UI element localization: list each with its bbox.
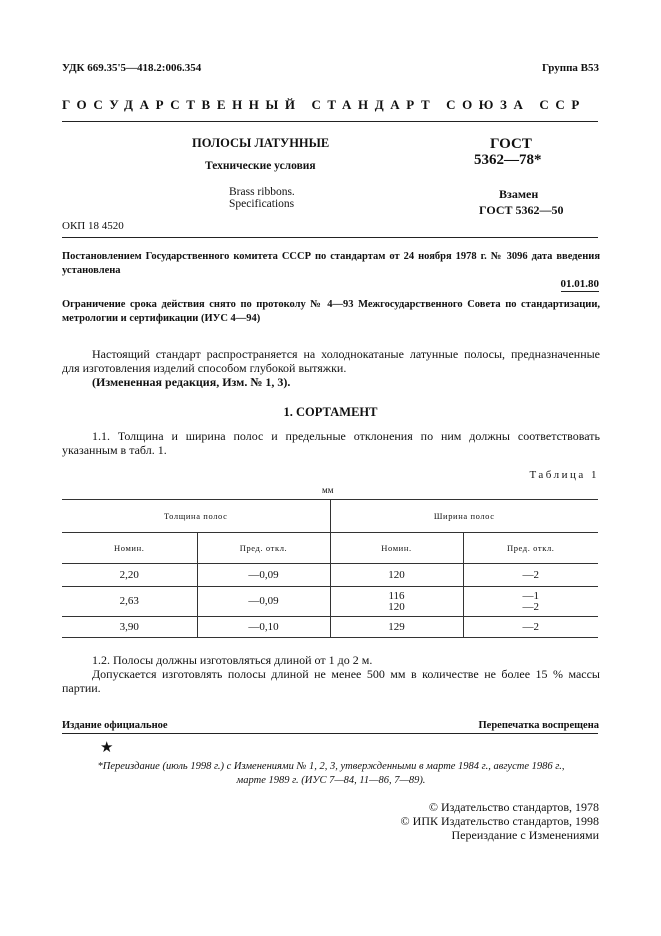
table-row <box>62 617 598 638</box>
dimensions-table <box>62 499 598 638</box>
header-thickness: Толщина полос <box>62 500 330 533</box>
group-code: Группа В53 <box>541 62 599 74</box>
star-icon: ★ <box>100 740 114 756</box>
cell-line: 116 <box>388 589 405 602</box>
limit-text: Ограничение срока действия снято по протоколу № 4—93 Межгосударственного Совета по стандартизации, метрологии и сертификации (ИУС 4—94) <box>62 299 600 324</box>
table-caption: Таблица 1 <box>529 469 599 481</box>
publisher-copyright-1978: © Издательство стандартов, 1978 <box>428 800 599 814</box>
cell-thickness-deviation: —0,09 <box>197 587 330 617</box>
gost-label: ГОСТ <box>490 136 532 152</box>
cell-width-nominal: 129 <box>330 617 463 638</box>
header-width: Ширина полос <box>330 500 598 533</box>
gost-number: 5362—78* <box>474 152 542 168</box>
intro-paragraph: Настоящий стандарт распространяется на холоднокатаные латунные полосы, предназначенные для изготовления изделий способом глубокой вытяжки. <box>62 347 600 375</box>
cell-width-nominal: 120 <box>330 564 463 587</box>
table-row <box>62 587 598 617</box>
table-row <box>62 564 598 587</box>
intro-amendment: (Измененная редакция, Изм. № 1, 3). <box>92 375 291 389</box>
cell-width-deviation <box>463 587 598 617</box>
header-thickness-deviation: Пред. откл. <box>197 533 330 564</box>
cell-thickness-deviation: —0,09 <box>197 564 330 587</box>
reissue-note-line-1: *Переиздание (июль 1998 г.) с Изменениями № 1, 2, 3, утвержденными в марте 1984 г., августе 1986 г., <box>97 761 565 772</box>
paragraph-1-2: 1.2. Полосы должны изготовляться длиной от 1 до 2 м. <box>92 653 373 667</box>
english-title-line-2: Specifications <box>229 198 295 210</box>
cell-line: —2 <box>522 600 539 613</box>
cell-thickness-deviation: —0,10 <box>197 617 330 638</box>
resolution-text: Постановлением Государственного комитета СССР по стандартам от 24 ноября 1978 г. № 3096 дата введения установлена <box>62 251 600 276</box>
replaces-label: Взамен <box>499 187 539 201</box>
header-thickness-nominal: Номин. <box>62 533 197 564</box>
cell-thickness-nominal: 3,90 <box>62 617 197 638</box>
replaces-value: ГОСТ 5362—50 <box>479 203 564 217</box>
official-edition: Издание официальное <box>62 720 168 731</box>
effective-date: 01.01.80 <box>560 278 599 290</box>
table-unit: мм <box>322 485 334 495</box>
cell-line: 120 <box>388 600 405 613</box>
header-divider <box>62 121 598 122</box>
footer-divider <box>62 733 598 734</box>
english-title-line-1: Brass ribbons. <box>229 186 295 198</box>
paragraph-1-2-allowance: Допускается изготовлять полосы длиной не менее 500 мм в количестве не более 15 % массы партии. <box>62 667 600 695</box>
cell-width-nominal <box>330 587 463 617</box>
title-divider <box>62 237 598 238</box>
section-title: 1. СОРТАМЕНТ <box>283 405 378 419</box>
document-subtitle: Технические условия <box>205 160 316 172</box>
reissue-note-line-2: марте 1989 г. (ИУС 7—84, 11—86, 7—89). <box>236 775 426 786</box>
cell-thickness-nominal: 2,20 <box>62 564 197 587</box>
publisher-reissue: Переиздание с Изменениями <box>451 828 599 842</box>
okp-code: ОКП 18 4520 <box>62 220 124 232</box>
udk-code: УДК 669.35'5—418.2:006.354 <box>62 62 202 74</box>
reprint-prohibited: Перепечатка воспрещена <box>478 720 599 731</box>
header-width-nominal: Номин. <box>330 533 463 564</box>
cell-width-deviation: —2 <box>463 617 598 638</box>
cell-thickness-nominal: 2,63 <box>62 587 197 617</box>
cell-width-deviation: —2 <box>463 564 598 587</box>
document-title: ПОЛОСЫ ЛАТУННЫЕ <box>192 136 330 150</box>
reissue-note <box>62 760 600 788</box>
publisher-copyright-1998: © ИПК Издательство стандартов, 1998 <box>400 814 599 828</box>
cell-line: —1 <box>522 589 539 602</box>
header-width-deviation: Пред. откл. <box>463 533 598 564</box>
paragraph-1-1: 1.1. Толщина и ширина полос и предельные отклонения по ним должны соответствовать указанным в табл. 1. <box>62 429 600 457</box>
state-standard-heading: ГОСУДАРСТВЕННЫЙ СТАНДАРТ СОЮЗА ССР <box>62 97 586 112</box>
